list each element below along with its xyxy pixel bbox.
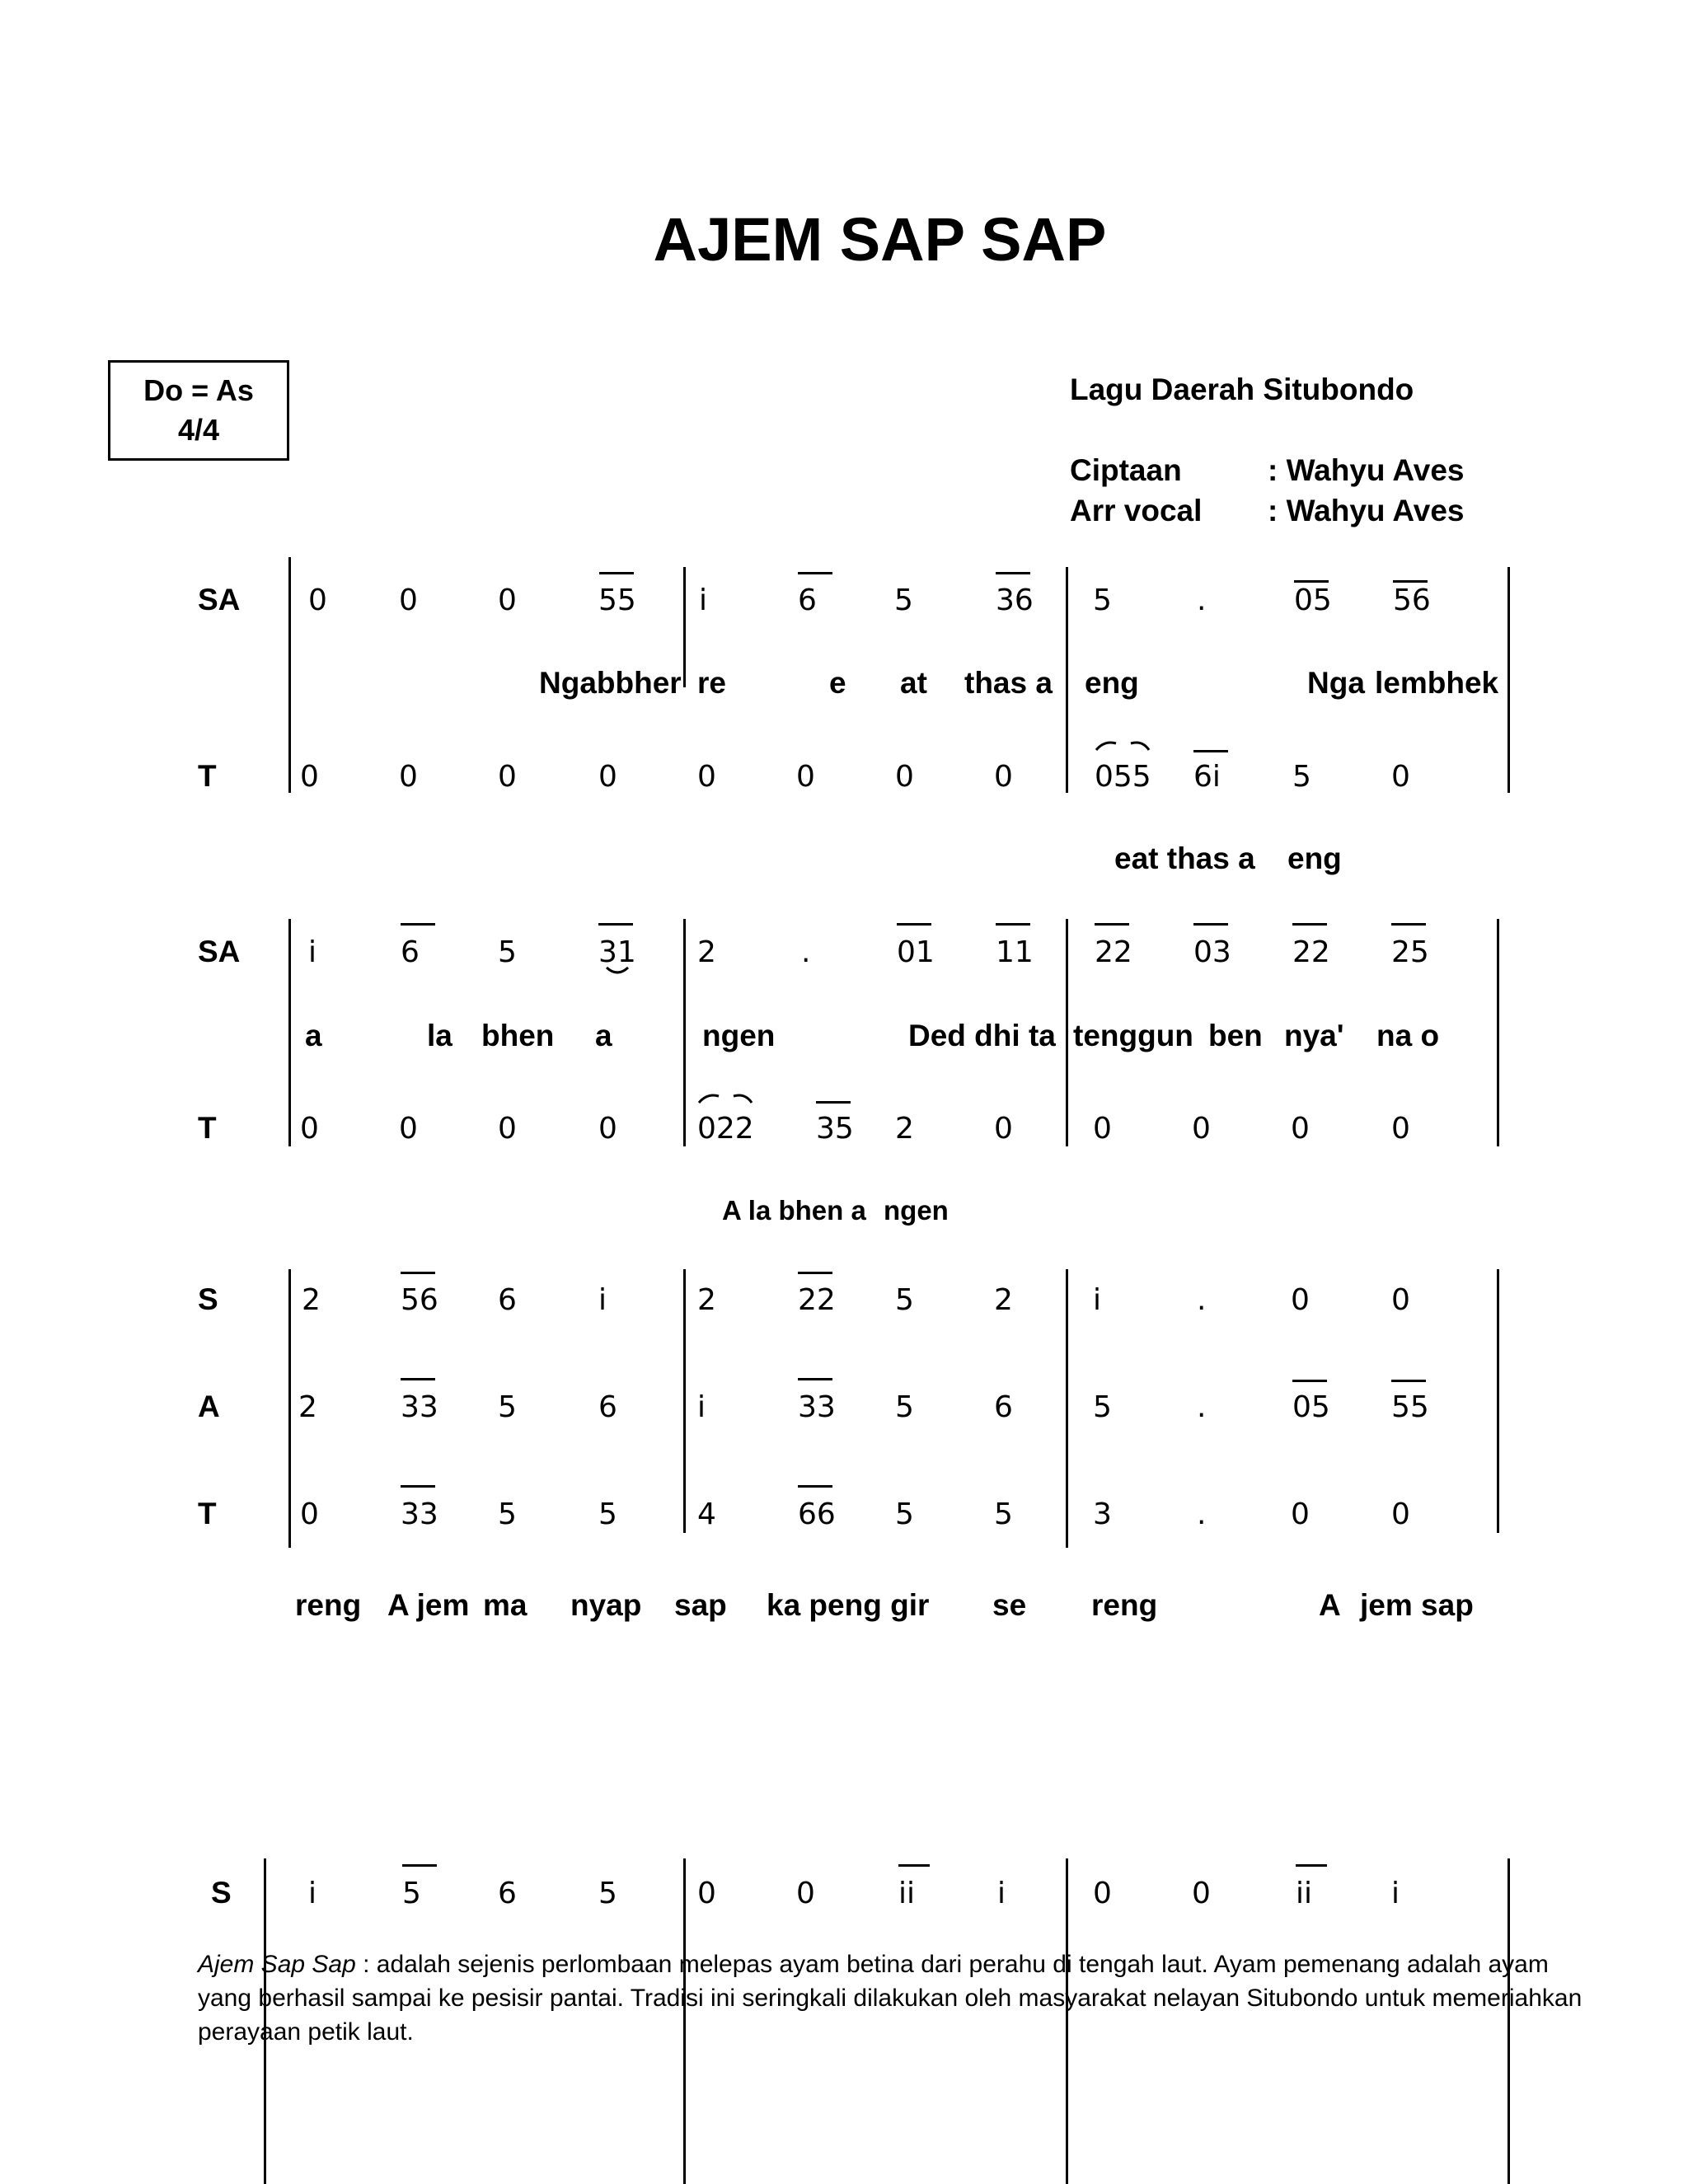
beam-line [898,1864,930,1867]
note: 0 [598,760,617,794]
note: 5 [498,1390,517,1424]
note: 31 [598,935,636,969]
note: 5 [994,1497,1013,1531]
note: 56 [1393,583,1431,617]
note: 56 [401,1283,438,1317]
lyric: ma [483,1588,528,1622]
slur [605,966,630,977]
note: 022 [697,1112,754,1146]
lyric: reng [1091,1588,1158,1622]
note: 2 [994,1283,1013,1317]
note: 2 [697,935,716,969]
note: 6 [598,1390,617,1424]
lyric: a [305,1019,322,1052]
note: 0 [498,1112,517,1146]
note: 5 [895,1497,914,1531]
note: . [1197,1283,1207,1317]
note: 0 [300,1497,319,1531]
note: 0 [498,760,517,794]
note: 6 [498,1283,517,1317]
beam-line [1292,923,1327,926]
note: 3 [1093,1497,1112,1531]
part-label: T [198,759,217,793]
beam-line [401,1485,435,1488]
note: 22 [1095,935,1132,969]
note: 6 [994,1390,1013,1424]
beam-line [798,1485,832,1488]
barline [288,1269,291,1548]
beam-line [1296,1864,1327,1867]
note: 2 [895,1112,914,1146]
note: i [308,935,317,969]
key-signature-box [108,360,289,461]
lyric: re [697,666,726,700]
note: 66 [798,1497,836,1531]
note: 0 [1391,760,1410,794]
note: 11 [996,935,1034,969]
lyric: e [829,666,846,700]
lyric: sap [674,1588,727,1622]
barline [683,919,686,1146]
beam-line [1393,580,1428,583]
lyric: thas a [964,666,1053,700]
barline [1066,1269,1068,1548]
note: 6 [798,583,817,617]
note: 22 [798,1283,836,1317]
beam-line [798,1378,832,1380]
note: 0 [598,1112,617,1146]
note: 5 [598,1497,617,1531]
note: 5 [1093,583,1112,617]
lyric: lembhek [1375,666,1499,700]
key-meter: 4/4 [177,413,220,447]
note: 0 [697,760,716,794]
note: ii [1296,1877,1313,1910]
note: 0 [1291,1497,1310,1531]
beam-line [598,923,633,926]
note: 55 [598,583,636,617]
lyric: a [595,1019,612,1052]
lyric: at [900,666,927,700]
note: 35 [816,1112,854,1146]
lyric: na o [1376,1019,1440,1052]
note: i [308,1877,317,1910]
song-origin: Lagu Daerah Situbondo [1070,373,1414,406]
note: 0 [300,1112,319,1146]
barline [1066,919,1068,1146]
composer-label: Ciptaan [1070,453,1182,487]
note: 5 [894,583,913,617]
note: 5 [598,1877,617,1910]
beam-line [996,572,1030,574]
note: 33 [401,1497,438,1531]
note: 0 [1391,1112,1410,1146]
beam-line [897,923,931,926]
lyric: se [992,1588,1027,1622]
note: 6 [401,935,420,969]
beam-line [1294,580,1329,583]
lyric: eat thas a [1114,841,1255,875]
note: 55 [1391,1390,1429,1424]
lyric: reng [295,1588,362,1622]
lyric: A jem [387,1588,470,1622]
beam-line [1193,923,1228,926]
note: 01 [897,935,935,969]
note: 2 [298,1390,317,1424]
part-label: SA [198,935,241,968]
composer-value: : Wahyu Aves [1268,453,1465,487]
note: 0 [1391,1283,1410,1317]
note: 33 [401,1390,438,1424]
beam-line [1193,750,1228,752]
note: i [598,1283,607,1317]
note: 6 [498,1877,517,1910]
note: 0 [399,1112,418,1146]
note: 33 [798,1390,836,1424]
lyric: A [1319,1588,1341,1622]
note: 4 [697,1497,716,1531]
beam-line [798,1272,832,1274]
note: 5 [402,1877,421,1910]
footnote-text: : adalah sejenis perlombaan melepas ayam betina dari perahu di tengah laut. Ayam pemenang adalah ayam yang berhasil sampai ke pesisir pantai. Tradisi ini seringkali dilakukan oleh masyarakat nelayan Situbondo untuk memeriahkan perayaan petik laut. [198,1951,1582,2046]
note: . [801,935,811,969]
note: 25 [1391,935,1429,969]
page-title: AJEM SAP SAP [653,205,1107,274]
note: i [1391,1877,1400,1910]
slur [1095,738,1152,752]
note: 0 [1093,1877,1112,1910]
note: 5 [498,1497,517,1531]
note: 0 [796,760,815,794]
lyric: ngen [702,1019,776,1052]
note: i [699,583,708,617]
note: i [697,1390,706,1424]
arranger-label: Arr vocal [1070,494,1203,527]
lyric: ngen [884,1195,949,1226]
lyric: tenggun [1073,1019,1193,1052]
note: 5 [895,1390,914,1424]
lyric: la [427,1019,452,1052]
note: 5 [1292,760,1311,794]
lyric: Ngabbher [539,666,682,700]
barline [1066,567,1068,793]
barline [288,919,291,1146]
beam-line [1391,1380,1426,1382]
note: 055 [1095,760,1151,794]
lyric: ben [1208,1019,1263,1052]
note: ii [898,1877,916,1910]
lyric: jem sap [1360,1588,1474,1622]
beam-line [401,1272,435,1274]
note: 05 [1294,583,1332,617]
beam-line [798,572,832,574]
beam-line [1095,923,1129,926]
note: 0 [994,1112,1013,1146]
beam-line [1292,1380,1327,1382]
beam-line [1391,923,1426,926]
lyric: nyap [570,1588,642,1622]
beam-line [402,1864,437,1867]
note: 0 [1291,1283,1310,1317]
note: 03 [1193,935,1231,969]
barline [1507,567,1510,793]
note: 0 [895,760,914,794]
note: 5 [1093,1390,1112,1424]
part-label: SA [198,583,241,616]
note: 0 [1391,1497,1410,1531]
note: 22 [1292,935,1330,969]
note: 0 [1192,1112,1211,1146]
barline [1497,1269,1499,1533]
note: 6i [1193,760,1221,794]
note: 0 [498,583,517,617]
lyric: A la bhen a [722,1195,866,1226]
barline [683,567,686,687]
part-label: T [198,1111,217,1145]
lyric: eng [1085,666,1139,700]
note: 0 [796,1877,815,1910]
note: i [997,1877,1006,1910]
note: 0 [697,1877,716,1910]
slur [697,1091,755,1104]
barline [288,557,291,793]
note: 36 [996,583,1034,617]
part-label: S [211,1876,232,1910]
beam-line [996,923,1030,926]
lyric: bhen [481,1019,555,1052]
note: 5 [498,935,517,969]
note: 5 [895,1283,914,1317]
note: 05 [1292,1390,1330,1424]
lyric: nya' [1284,1019,1344,1052]
beam-line [401,923,435,926]
note: . [1197,1497,1207,1531]
note: 0 [1093,1112,1112,1146]
note: 0 [300,760,319,794]
beam-line [816,1101,851,1104]
lyric: eng [1287,841,1342,875]
lyric: ka peng gir [767,1588,930,1622]
barline [1497,919,1499,1146]
note: 0 [1291,1112,1310,1146]
note: 0 [994,760,1013,794]
note: 0 [399,583,418,617]
footnote [198,1947,1582,2049]
arranger-value: : Wahyu Aves [1268,494,1465,527]
note: 0 [308,583,327,617]
note: 2 [302,1283,321,1317]
lyric: Nga [1307,666,1365,700]
note: 0 [399,760,418,794]
lyric: Ded dhi ta [908,1019,1056,1052]
note: . [1197,1390,1207,1424]
part-label: S [198,1282,218,1316]
note: i [1093,1283,1102,1317]
note: 0 [1192,1877,1211,1910]
key-do: Do = As [143,373,254,407]
part-label: A [198,1390,220,1423]
note: . [1197,583,1207,617]
barline [683,1269,686,1533]
beam-line [599,572,634,574]
footnote-term: Ajem Sap Sap [198,1951,356,1978]
note: 2 [697,1283,716,1317]
beam-line [401,1378,435,1380]
part-label: T [198,1497,217,1530]
